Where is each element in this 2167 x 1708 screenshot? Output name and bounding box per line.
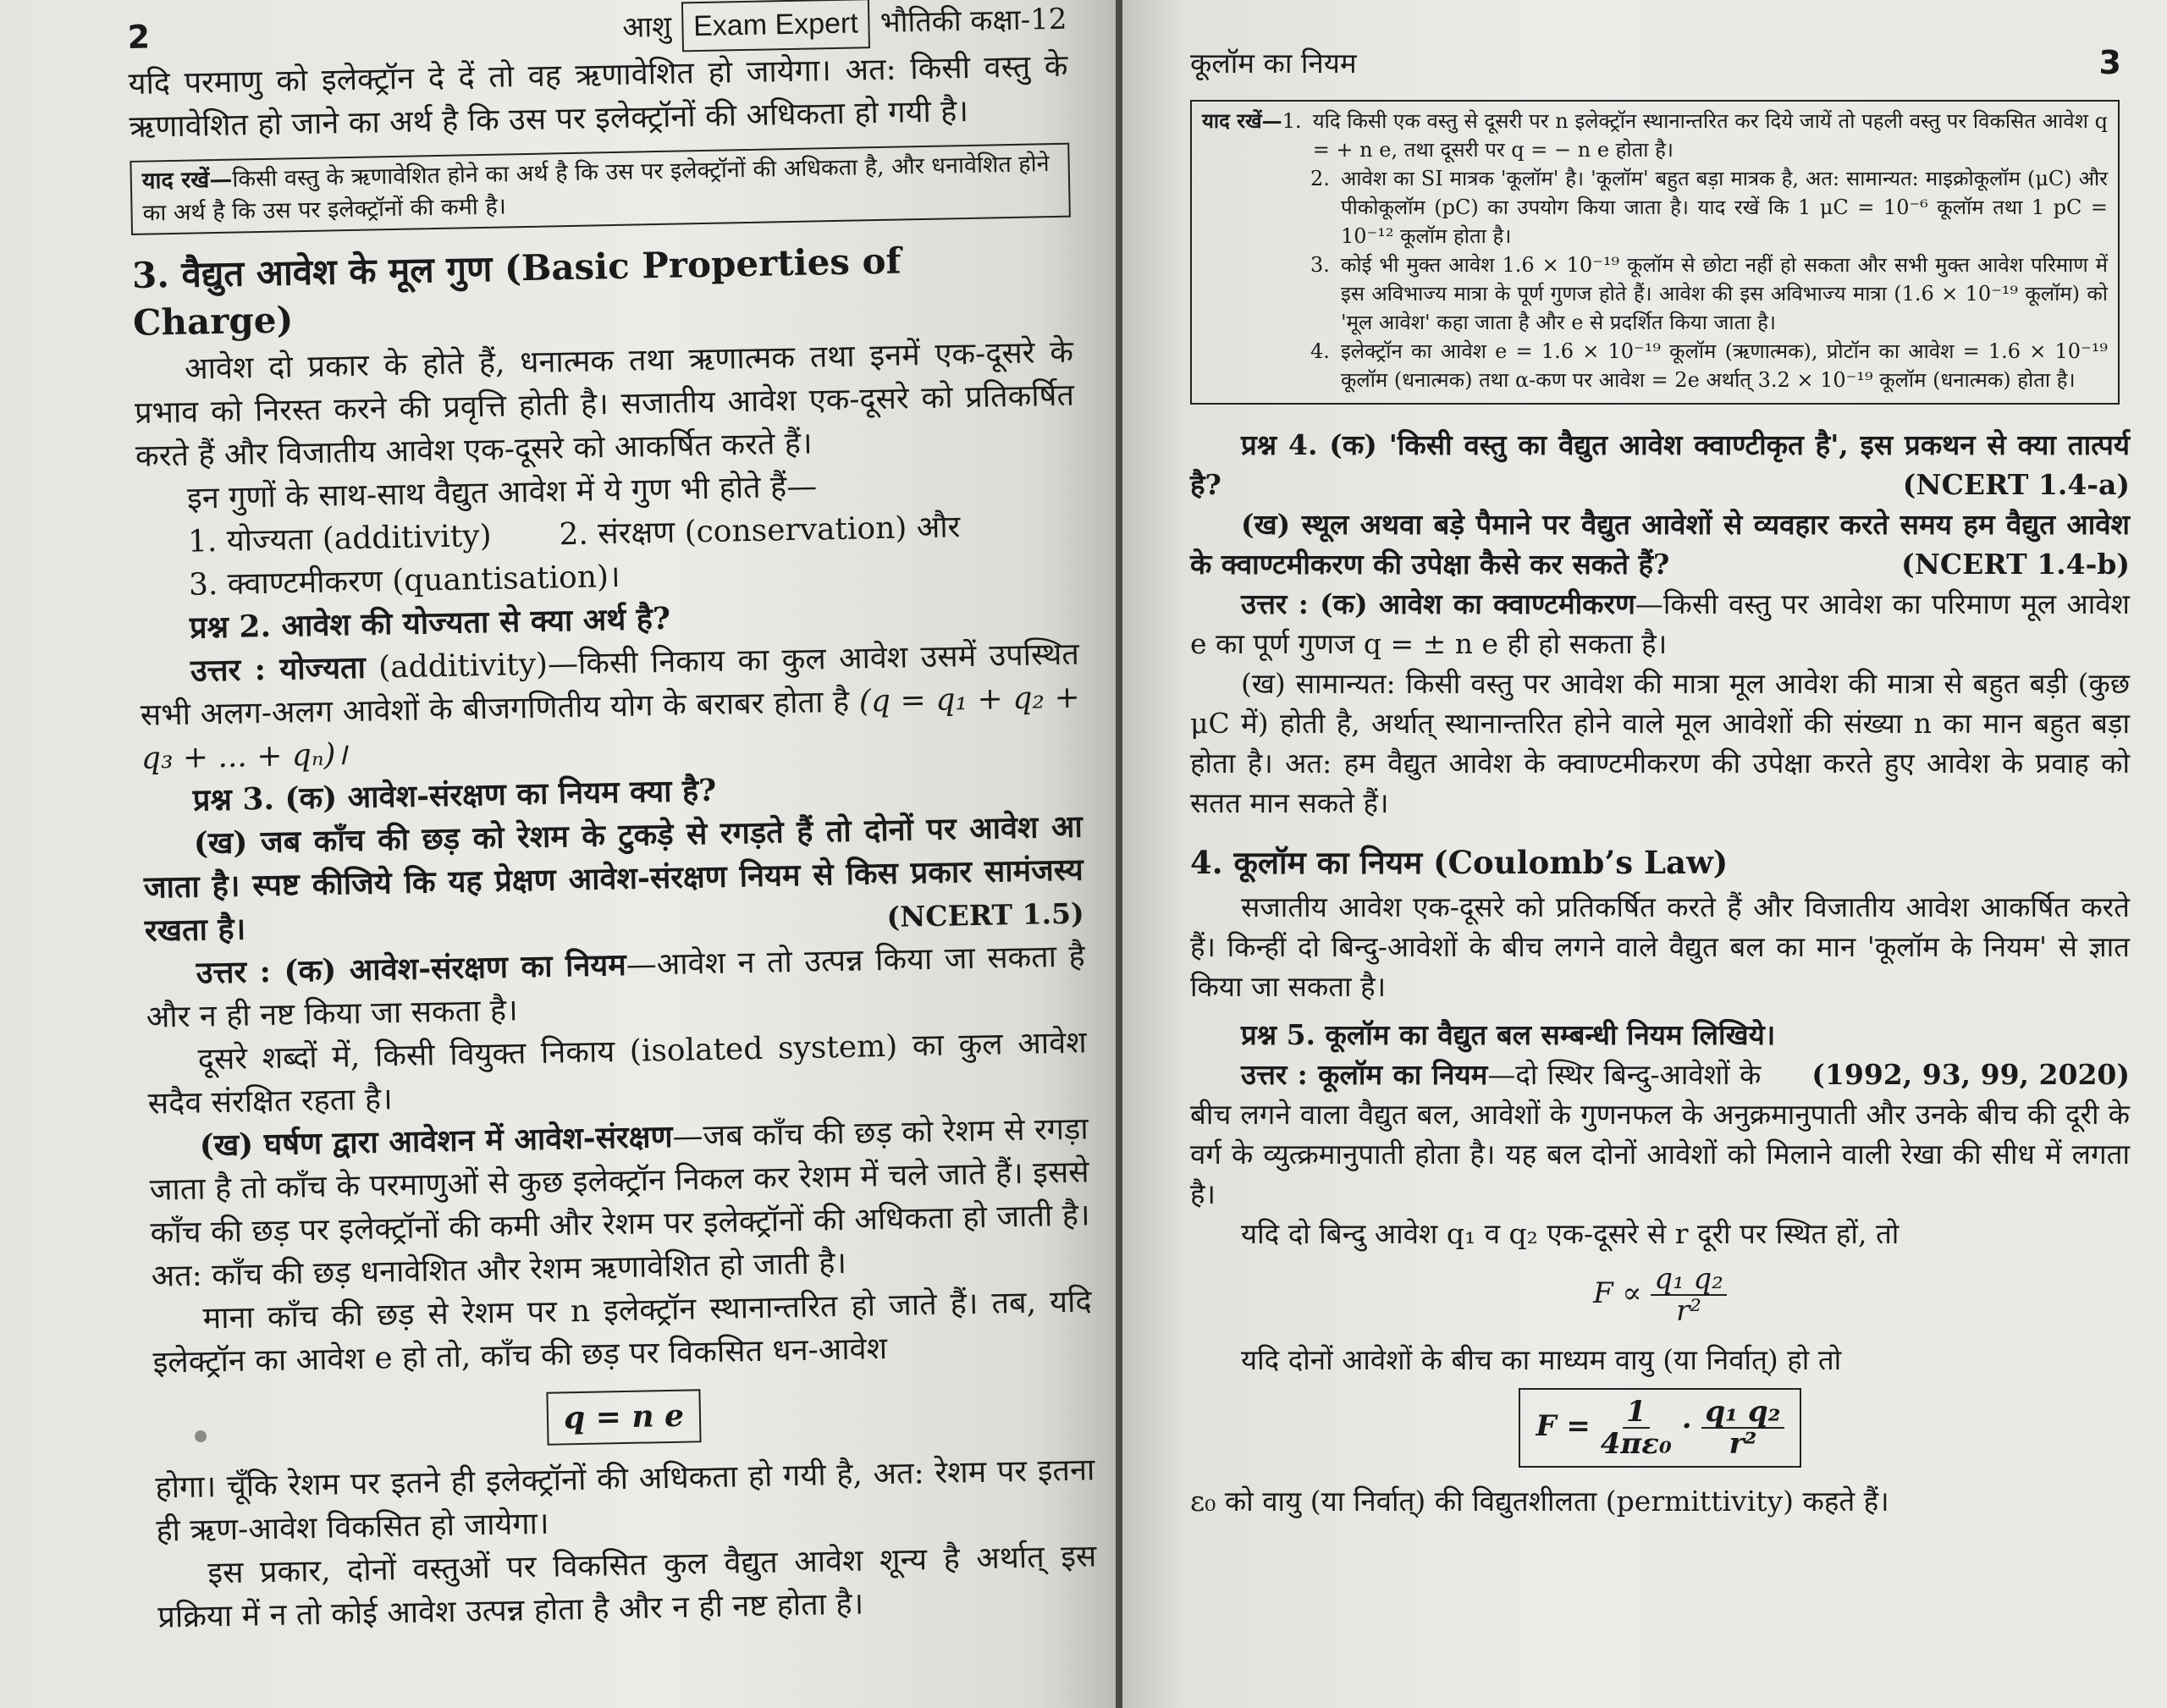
- question: [142, 806, 1084, 953]
- denominator: r²: [1676, 1294, 1702, 1328]
- remember-item: [1202, 107, 2108, 164]
- answer-label: उत्तर : कूलॉम का नियम: [1241, 1058, 1488, 1091]
- subject-name: भौतिकी कक्षा-12: [879, 2, 1067, 40]
- numerator: 1: [1623, 1397, 1650, 1429]
- paragraph: होगा। चूँकि रेशम पर इतने ही इलेक्ट्रॉनों की अधिकता हो गयी है, अत: रेशम पर इतना ही ऋण-आवेश विकसित हो जायेगा।: [155, 1452, 1095, 1549]
- fraction: [1601, 1397, 1672, 1459]
- remember-item: [1202, 164, 2108, 251]
- list-item: 2. संरक्षण (conservation) और: [559, 510, 961, 553]
- proportionality-formula: [1190, 1264, 2130, 1326]
- formula-box: [1519, 1388, 1800, 1468]
- brand-box: Exam Expert: [681, 0, 871, 52]
- remember-label: याद रखें—: [1202, 108, 1282, 133]
- item-number: 3.: [1310, 253, 1330, 277]
- answer-text: —किसी वस्तु पर आवेश का परिमाण मूल आवेश e का पूर्ण गुणज q = ± n e ही हो सकता है।: [1190, 587, 2130, 660]
- running-header: [622, 0, 1067, 52]
- paragraph: माना काँच की छड़ से रेशम पर n इलेक्ट्रॉन स्थानान्तरित हो जाते हैं। तब, यदि इलेक्ट्रॉन का आवेश e हो तो, काँच की छड़ पर विकसित धन-आवेश: [152, 1284, 1092, 1380]
- answer: [1190, 584, 2130, 664]
- paragraph: इन गुणों के साथ-साथ वैद्युत आवेश में ये गुण भी होते हैं—: [186, 469, 818, 516]
- intro-paragraph: यदि परमाणु को इलेक्ट्रॉन दे दें तो वह ऋणावेशित हो जायेगा। अत: किसी वस्तु के ऋणावेशित हो जाने का अर्थ है कि उस पर इलेक्ट्रॉनों की अधिकता हो गयी है।: [128, 48, 1068, 145]
- ncert-reference: (NCERT 1.4-a): [1902, 468, 2130, 501]
- running-title: कूलॉम का नियम: [1190, 46, 1357, 80]
- year-reference: (1992, 93, 99, 2020): [1811, 1058, 2130, 1091]
- paragraph: सजातीय आवेश एक-दूसरे को प्रतिकर्षित करते हैं और विजातीय आवेश आकर्षित करते हैं। किन्हीं दो बिन्दु-आवेशों के बीच लगने वाले वैद्युत बल का मान 'कूलॉम के नियम' से ज्ञात किया जा सकता है।: [1190, 890, 2130, 1003]
- answer-label: (ख) घर्षण द्वारा आवेशन में आवेश-संरक्षण: [199, 1118, 673, 1164]
- answer-label: उत्तर : (क) आवेश-संरक्षण का नियम: [196, 946, 627, 991]
- formula-container: [153, 1381, 1094, 1452]
- answer-text: —आवेश न तो उत्पन्न किया जा सकता है और न ही नष्ट किया जा सकता है।: [146, 939, 1086, 1035]
- item-number: 2.: [1310, 167, 1330, 190]
- list-item: 3. क्वाण्टमीकरण (quantisation)।: [188, 559, 620, 603]
- answer-text: —दो स्थिर बिन्दु-आवेशों के बीच लगने वाला वैद्युत बल, आवेशों के गुणनफल के अनुक्रमानुपाती और उनके बीच की दूरी के वर्ग के व्युत्क्रमानुपाती होता है। यह बल दोनों आवेशों को मिलाने वाली रेखा की सीध में लगता है।: [1190, 1058, 2130, 1210]
- paragraph: यदि दो बिन्दु आवेश q₁ व q₂ एक-दूसरे से r दूरी पर स्थित हों, तो: [1241, 1217, 1900, 1250]
- question-text: प्रश्न 5. कूलॉम का वैद्युत बल सम्बन्धी नियम लिखिये।: [1241, 1018, 1776, 1051]
- series-name: आशु: [621, 9, 672, 45]
- item-text: आवेश का SI मात्रक 'कूलॉम' है। 'कूलॉम' बहुत बड़ा मात्रक है, अत: सामान्यत: माइक्रोकूलॉम (μC) और पीकोकूलॉम (pC) का उपयोग किया जाता है। याद रखें कि 1 μC = 10⁻⁶ कूलॉम तथा 1 pC = 10⁻¹² कूलॉम होता है।: [1341, 167, 2108, 248]
- section-heading: 3. वैद्युत आवेश के मूल गुण (Basic Properties of Charge): [131, 240, 902, 344]
- paragraph: यदि दोनों आवेशों के बीच का माध्यम वायु (या निर्वात्) हो तो: [1241, 1343, 1842, 1376]
- dot-operator: ·: [1681, 1409, 1692, 1443]
- coulomb-law-formula: [1190, 1388, 2130, 1468]
- numerator: q₁ q₂: [1701, 1397, 1784, 1429]
- right-header: [1190, 37, 2121, 88]
- fraction: [1701, 1397, 1784, 1459]
- item-number: 4.: [1310, 339, 1330, 363]
- fraction: [1651, 1264, 1727, 1326]
- right-page: [1122, 0, 2167, 1708]
- item-text: कोई भी मुक्त आवेश 1.6 × 10⁻¹⁹ कूलॉम से छोटा नहीं हो सकता और सभी मुक्त आवेश परिमाण में इस अविभाज्य मात्रा के पूर्ण गुणज होते हैं। आवेश की इस अविभाज्य मात्रा (1.6 × 10⁻¹⁹ कूलॉम) को 'मूल आवेश' कहा जाता है और e से प्रदर्शित किया जाता है।: [1341, 253, 2108, 334]
- denominator: r²: [1729, 1427, 1757, 1461]
- question-text: (ख) स्थूल अथवा बड़े पैमाने पर वैद्युत आवेशों से व्यवहार करते समय हम वैद्युत आवेश के क्वाण्टमीकरण की उपेक्षा कैसे कर सकते हैं?: [1190, 508, 2130, 581]
- page-number: 2: [127, 17, 151, 56]
- answer-label: उत्तर : (क) आवेश का क्वाण्टमीकरण: [1241, 587, 1635, 620]
- remember-text: किसी वस्तु के ऋणावेशित होने का अर्थ है कि उस पर इलेक्ट्रॉनों की अधिकता है, और धनावेशित होने का अर्थ है कि उस पर इलेक्ट्रॉनों की कमी है।: [142, 151, 1050, 227]
- item-text: इलेक्ट्रॉन का आवेश e = 1.6 × 10⁻¹⁹ कूलॉम (ऋणात्मक), प्रोटॉन का आवेश = 1.6 × 10⁻¹⁹ कूलॉम (धनात्मक) तथा α-कण पर आवेश = 2e अर्थात् 3.2 × 10⁻¹⁹ कूलॉम (धनात्मक) होता है।: [1341, 339, 2108, 392]
- answer: [148, 1107, 1091, 1298]
- ncert-reference: (NCERT 1.5): [886, 896, 1085, 934]
- denominator: 4πε₀: [1600, 1427, 1672, 1461]
- charge-formula: q = n e: [546, 1389, 701, 1445]
- remember-box: [130, 143, 1070, 235]
- item-number: 1.: [1282, 109, 1302, 133]
- remember-item: [1202, 251, 2108, 337]
- question-text: प्रश्न 4. (क) 'किसी वस्तु का वैद्युत आवेश क्वाण्टीकृत है', इस प्रकथन से क्या तात्पर्य है?: [1190, 428, 2130, 501]
- formula-lhs: F ∝: [1593, 1276, 1642, 1310]
- section-heading: 4. कूलॉम का नियम (Coulomb’s Law): [1190, 844, 1729, 881]
- answer: (ख) सामान्यत: किसी वस्तु पर आवेश की मात्रा मूल आवेश की मात्रा से बहुत बड़ी (कुछ μC में) होती है, अर्थात् स्थानान्तरित होने वाले मूल आवेशों की संख्या n का मान बहुत बड़ा होता है। अत: हम वैद्युत आवेश के क्वाण्टमीकरण की उपेक्षा करते हुए आवेश के प्रवाह को सतत मान सकते हैं।: [1190, 667, 2130, 819]
- formula-lhs: F =: [1536, 1409, 1591, 1443]
- item-text: यदि किसी एक वस्तु से दूसरी पर n इलेक्ट्रॉन स्थानान्तरित कर दिये जायें तो पहली वस्तु पर विकसित आवेश q = + n e, तथा दूसरी पर q = − n e होता है।: [1312, 109, 2108, 162]
- paragraph: दूसरे शब्दों में, किसी वियुक्त निकाय (isolated system) का कुल आवेश सदैव संरक्षित रहता है।: [147, 1025, 1087, 1121]
- page-number: 3: [2098, 43, 2121, 81]
- paragraph: इस प्रकार, दोनों वस्तुओं पर विकसित कुल वैद्युत आवेश शून्य है अर्थात् इस प्रक्रिया में न तो कोई आवेश उत्पन्न होता है और न ही नष्ट होता है।: [157, 1539, 1097, 1635]
- answer: [139, 633, 1081, 780]
- ink-smudge: [195, 1430, 207, 1442]
- remember-item: [1202, 337, 2108, 394]
- book-gutter: [1116, 0, 1122, 1708]
- question: प्रश्न 3. (क) आवेश-संरक्षण का नियम क्या है?: [192, 772, 717, 818]
- remember-box: [1190, 100, 2120, 405]
- ncert-reference: (NCERT 1.4-b): [1901, 548, 2130, 581]
- question: [1190, 504, 2130, 584]
- answer-text: (additivity)—किसी निकाय का कुल आवेश उसमें उपस्थित सभी अलग-अलग आवेशों के बीजगणितीय योग के बराबर होता है: [140, 636, 1080, 733]
- question-text: (ख) जब काँच की छड़ को रेशम के टुकड़े से रगड़ते हैं तो दोनों पर आवेश आ जाता है। स्पष्ट कीजिये कि यह प्रेक्षण आवेश-संरक्षण नियम से किस प्रकार सामंजस्य रखता है।: [143, 808, 1084, 949]
- paragraph: ε₀ को वायु (या निर्वात्) की विद्युतशीलता (permittivity) कहते हैं।: [1190, 1485, 1889, 1518]
- answer-text: —जब काँच की छड़ को रेशम से रगड़ा जाता है तो काँच के परमाणुओं से कुछ इलेक्ट्रॉन निकल कर रेशम में चले जाते हैं। इससे काँच की छड़ पर इलेक्ट्रॉनों की कमी और रेशम पर इलेक्ट्रॉनों की अधिकता हो जाती है। अत: काँच की छड़ धनावेशित और रेशम ऋणावेशित हो जाती है।: [149, 1111, 1090, 1294]
- list-item: 1. योज्यता (additivity): [187, 518, 492, 559]
- answer-label: उत्तर : योज्यता: [190, 649, 367, 689]
- question: प्रश्न 2. आवेश की योज्यता से क्या अर्थ है?: [189, 600, 671, 646]
- numerator: q₁ q₂: [1651, 1264, 1727, 1296]
- additivity-equation: (q = q₁ + q₂ + q₃ + ... + qₙ)।: [141, 680, 1081, 776]
- paragraph: आवेश दो प्रकार के होते हैं, धनात्मक तथा ऋणात्मक तथा इनमें एक-दूसरे के प्रभाव को निरस्त करने की प्रवृत्ति होती है। सजातीय आवेश एक-दूसरे को प्रतिकर्षित करते हैं और विजातीय आवेश एक-दूसरे को आकर्षित करते हैं।: [134, 334, 1075, 474]
- question: [1190, 425, 2130, 504]
- remember-label: याद रखें—: [141, 166, 233, 195]
